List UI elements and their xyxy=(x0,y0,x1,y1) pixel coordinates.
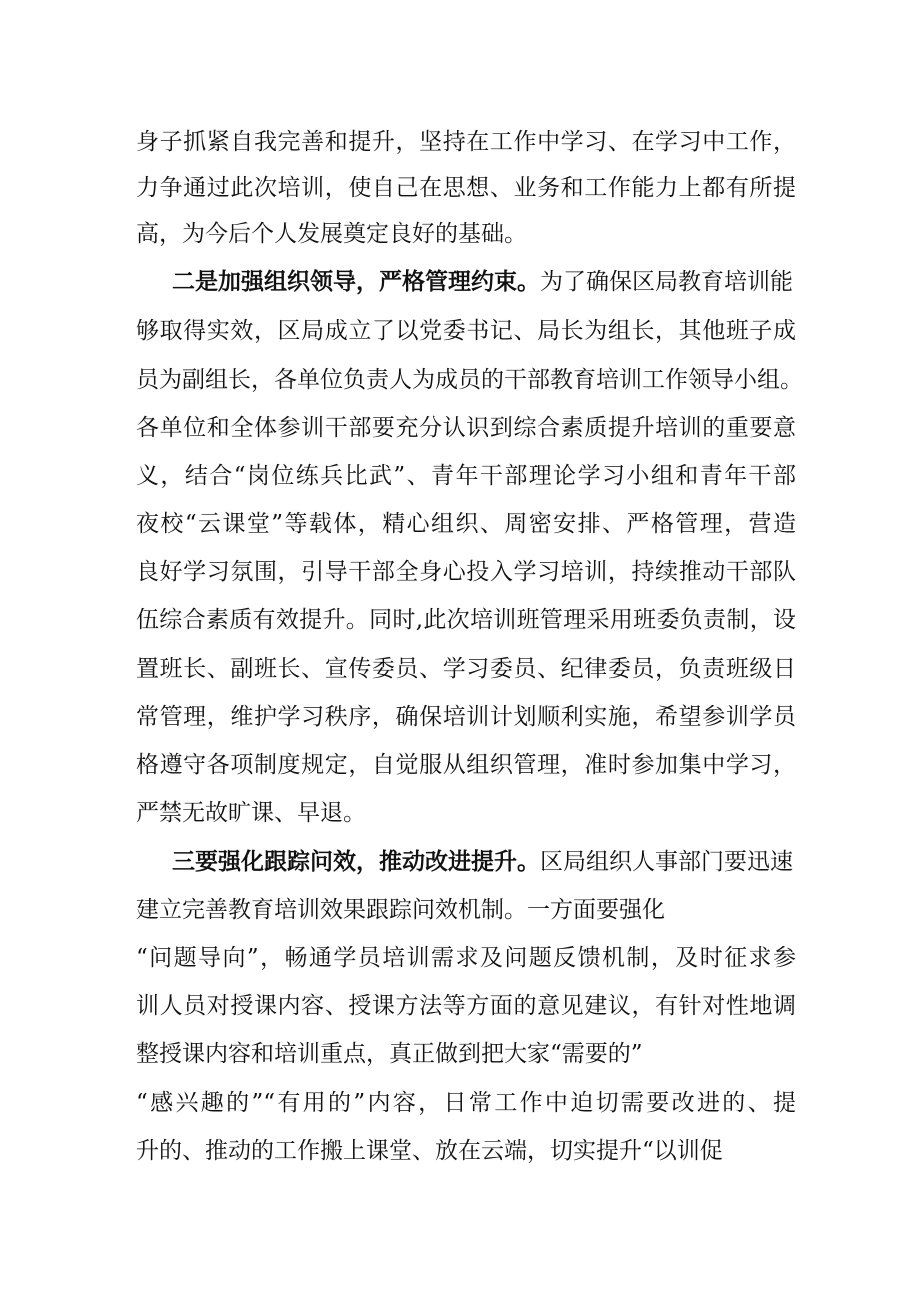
paragraph-1-line-2: 力争通过此次培训，使自己在思想、业务和工作能力上都有所提 xyxy=(136,175,796,201)
paragraph-2-line-11: 格遵守各项制度规定，自觉服从组织管理，准时参加集中学习， xyxy=(136,752,796,778)
paragraph-2-first-line-rest: 为了确保区局教育培训能 xyxy=(540,269,793,295)
paragraph-3-line-2: 建立完善教育培训效果跟踪问效机制。一方面要强化 xyxy=(136,897,665,923)
paragraph-2-heading: 二是加强组织领导，严格管理约束。 xyxy=(172,268,540,295)
paragraph-2-line-7: 良好学习氛围，引导干部全身心投入学习培训，持续推动干部队 xyxy=(136,559,796,585)
paragraph-2-line-8: 伍综合素质有效提升。同时,此次培训班管理采用班委负责制，设 xyxy=(136,607,796,633)
paragraph-3-first-line xyxy=(172,844,793,880)
paragraph-3-line-7: 升的、推动的工作搬上课堂、放在云端，切实提升“以训促 xyxy=(136,1138,723,1164)
paragraph-2-line-4: 各单位和全体参训干部要充分认识到综合素质提升培训的重要意 xyxy=(136,415,796,441)
paragraph-3-line-3: “问题导向”，畅通学员培训需求及问题反馈机制，及时征求参 xyxy=(136,945,796,971)
paragraph-2-line-5: 义，结合“岗位练兵比武”、青年干部理论学习小组和青年干部 xyxy=(136,463,796,489)
paragraph-3-line-4: 训人员对授课内容、授课方法等方面的意见建议，有针对性地调 xyxy=(136,993,796,1019)
paragraph-2-line-6: 夜校“云课堂”等载体，精心组织、周密安排、严格管理，营造 xyxy=(136,511,796,537)
paragraph-2-line-3: 员为副组长，各单位负责人为成员的干部教育培训工作领导小组。 xyxy=(136,367,803,393)
paragraph-2-line-2: 够取得实效，区局成立了以党委书记、局长为组长，其他班子成 xyxy=(136,318,796,344)
paragraph-2-line-9: 置班长、副班长、宣传委员、学习委员、纪律委员，负责班级日 xyxy=(136,656,796,682)
paragraph-2-line-10: 常管理，维护学习秩序，确保培训计划顺利实施，希望参训学员 xyxy=(136,704,796,730)
paragraph-3-line-6: “感兴趣的”“有用的”内容，日常工作中迫切需要改进的、提 xyxy=(136,1090,796,1116)
paragraph-3-line-5: 整授课内容和培训重点，真正做到把大家“需要的” xyxy=(136,1041,643,1067)
paragraph-1-line-3: 高，为今后个人发展奠定良好的基础。 xyxy=(136,221,527,247)
paragraph-3-heading: 三要强化跟踪问效，推动改进提升。 xyxy=(172,848,540,875)
paragraph-1-line-1: 身子抓紧自我完善和提升，坚持在工作中学习、在学习中工作， xyxy=(136,129,796,155)
paragraph-2-line-12: 严禁无故旷课、早退。 xyxy=(136,800,366,826)
paragraph-3-first-line-rest: 区局组织人事部门要迅速 xyxy=(540,849,793,875)
paragraph-2-first-line xyxy=(172,264,793,300)
